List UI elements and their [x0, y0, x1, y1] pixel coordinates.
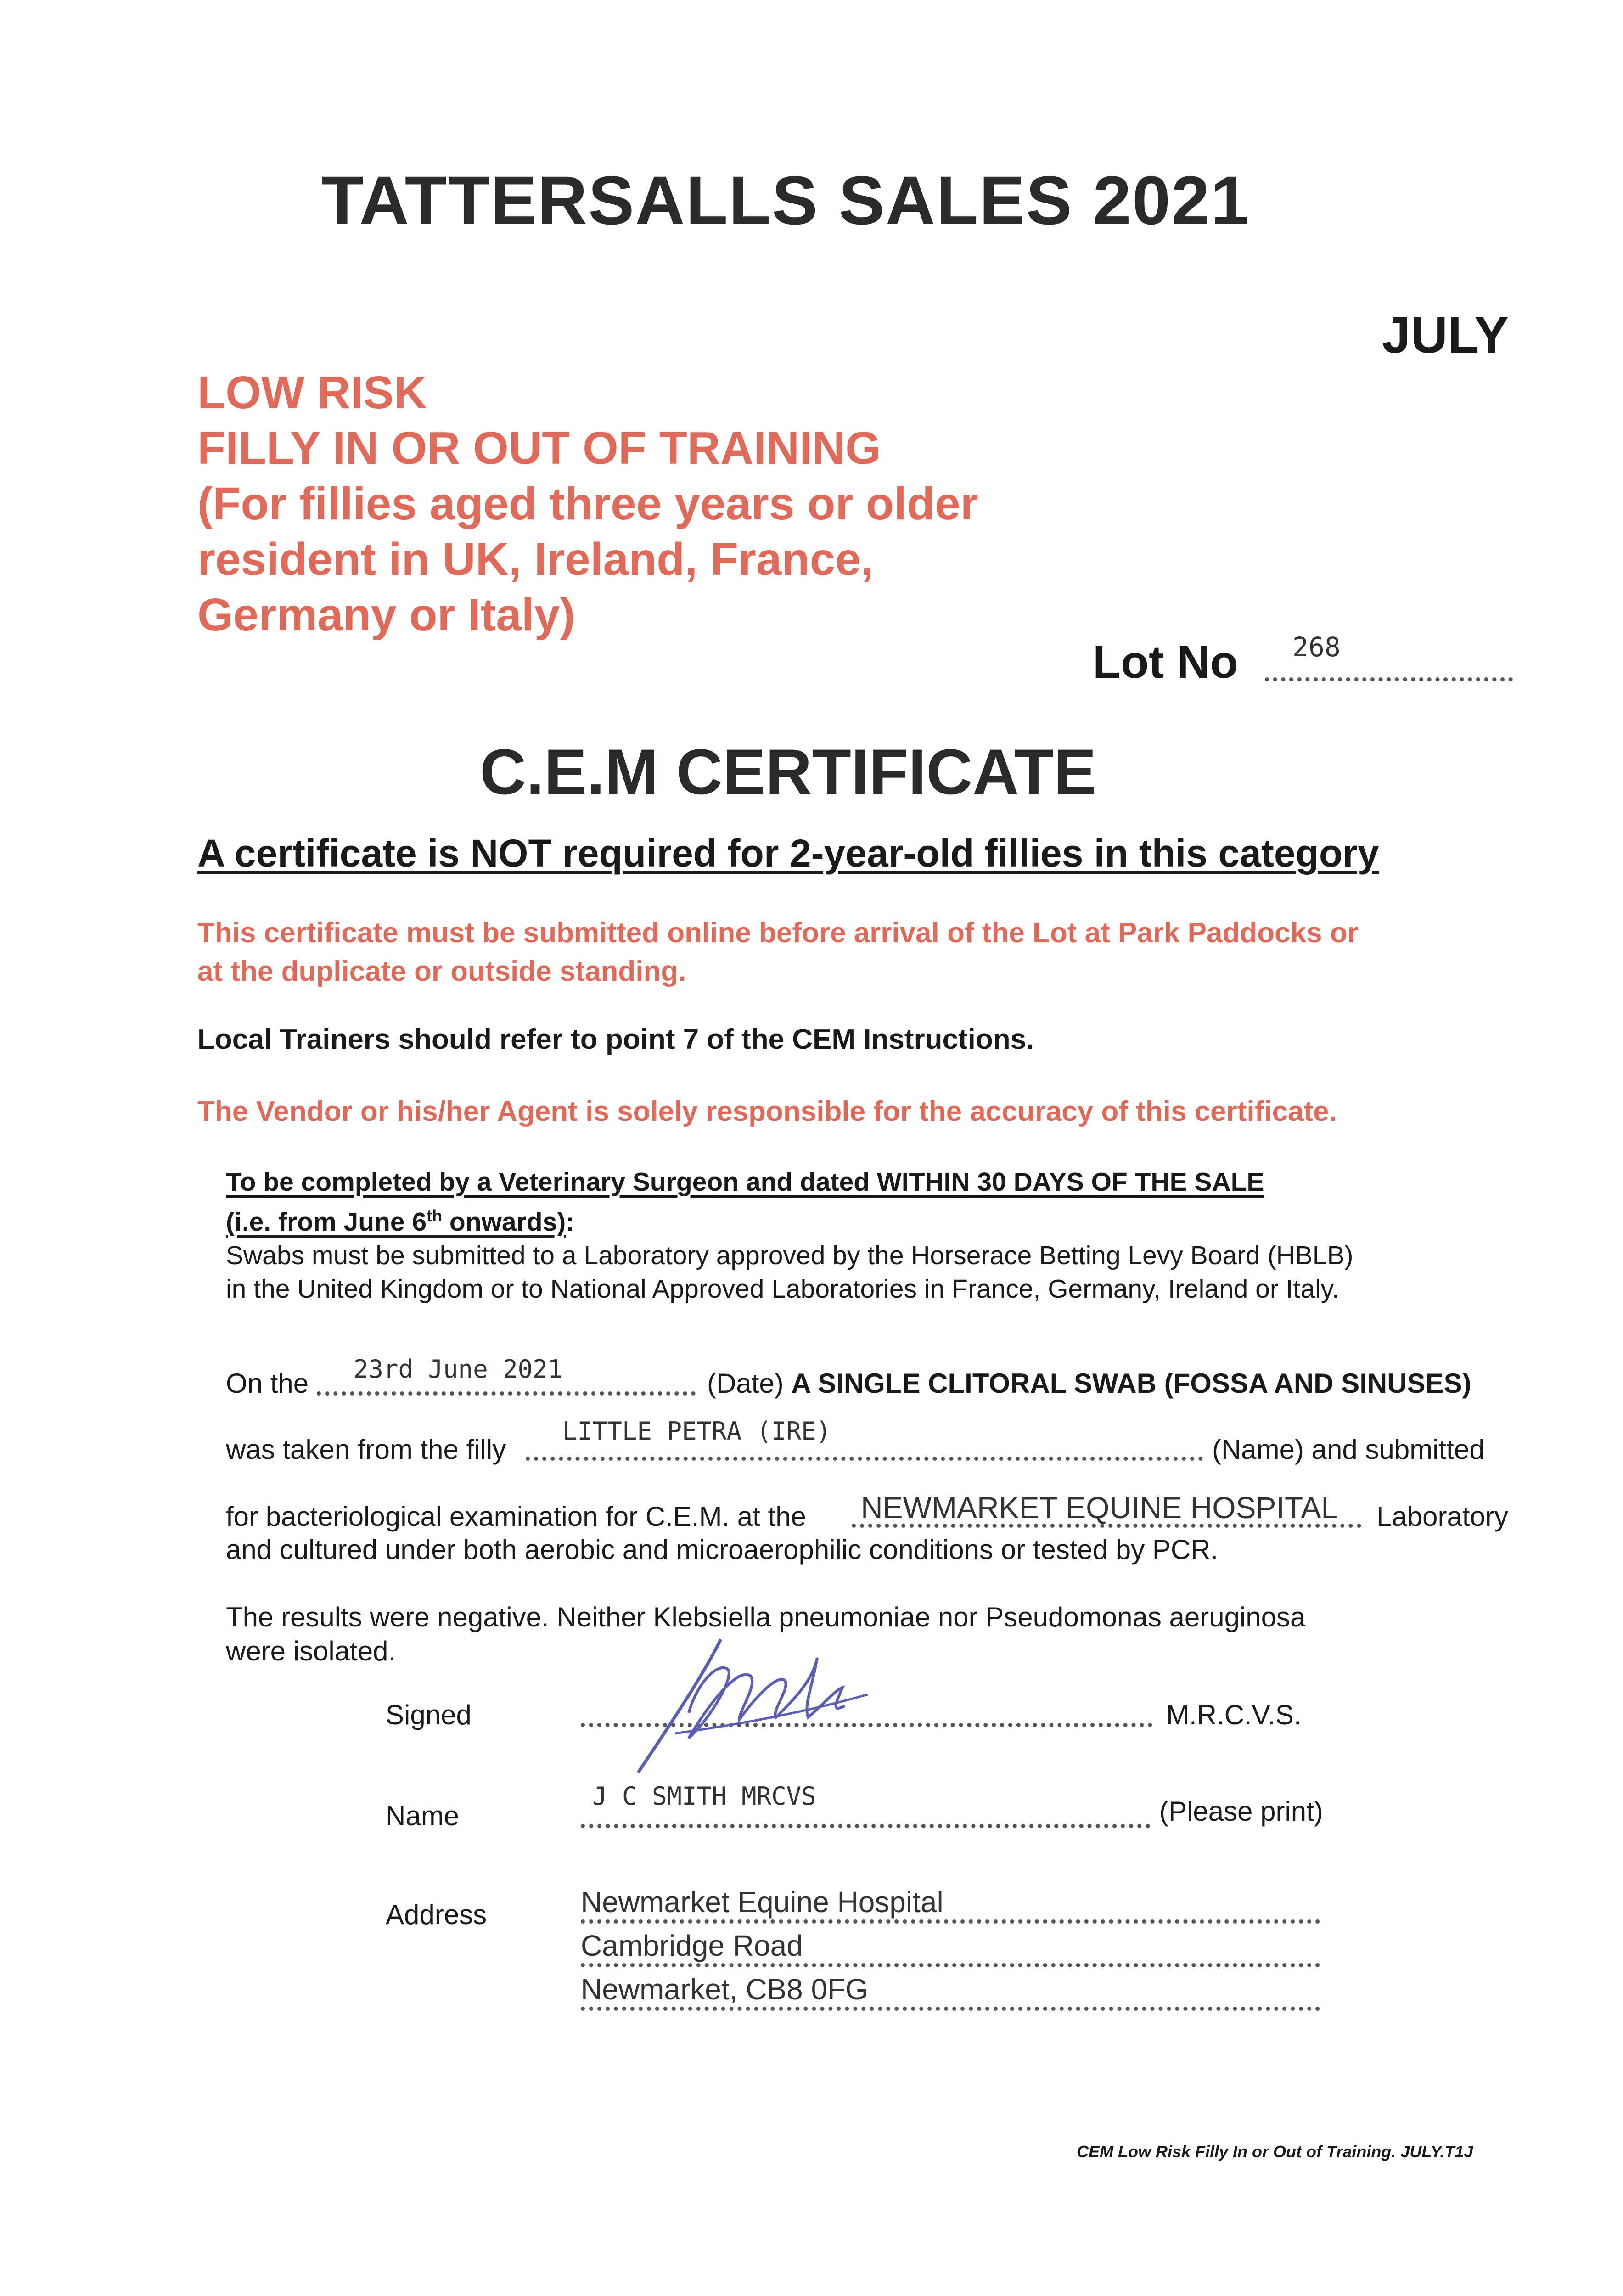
lot-number: 268 [1292, 631, 1341, 663]
submission-line: This certificate must be submitted online before arrival of the Lot at Park Paddocks or [197, 917, 1359, 949]
vet-heading-date: (i.e. from June 6 [226, 1207, 427, 1237]
lot-dots [1265, 677, 1513, 681]
for-exam-label: for bacteriological examination for C.E.M. at the [226, 1501, 806, 1532]
address-dots-2 [581, 1963, 1320, 1967]
category-line: resident in UK, Ireland, France, [197, 534, 874, 585]
address-dots-1 [581, 1919, 1320, 1924]
address-line-3[interactable]: Newmarket, CB8 0FG [581, 1973, 868, 2006]
mrcvs-label: M.R.C.V.S. [1166, 1699, 1302, 1730]
filly-field-dots [526, 1457, 1203, 1461]
vet-heading-2 [226, 1199, 1353, 1239]
name-dots [581, 1824, 1150, 1828]
address-label: Address [386, 1899, 487, 1930]
sale-title: TATTERSALLS SALES 2021 [321, 162, 1250, 239]
vendor-responsibility: The Vendor or his/her Agent is solely responsible for the accuracy of this certificate. [197, 1096, 1337, 1127]
certificate-title: C.E.M CERTIFICATE [480, 736, 1096, 808]
results-line: were isolated. [226, 1636, 396, 1666]
cultured-text: and cultured under both aerobic and microaerophilic conditions or tested by PCR. [226, 1534, 1219, 1565]
laboratory-value[interactable]: NEWMARKET EQUINE HOSPITAL [861, 1491, 1338, 1525]
vet-heading-1 [226, 1165, 1353, 1199]
date-value[interactable]: 23rd June 2021 [354, 1355, 563, 1384]
category-line: FILLY IN OR OUT OF TRAINING [197, 422, 881, 474]
submission-line: at the duplicate or outside standing. [197, 956, 686, 987]
results-line: The results were negative. Neither Klebsiella pneumoniae nor Pseudomonas aeruginosa [226, 1602, 1306, 1632]
category-line: (For fillies aged three years or older [197, 478, 978, 529]
local-trainers-note: Local Trainers should refer to point 7 of the CEM Instructions. [197, 1024, 1034, 1055]
vet-name-value[interactable]: J C SMITH MRCVS [592, 1782, 816, 1811]
vet-heading-text: To be completed by a Veterinary Surgeon and dated [226, 1167, 877, 1197]
vet-heading-sup: th [427, 1206, 443, 1225]
filly-name-value[interactable]: LITTLE PETRA (IRE) [562, 1417, 831, 1446]
sale-month: JULY [1382, 306, 1509, 364]
vet-heading-onwards: onwards) [442, 1207, 566, 1237]
vet-heading-colon: : [566, 1207, 575, 1237]
please-print-label: (Please print) [1159, 1796, 1323, 1827]
address-dots-3 [581, 2007, 1320, 2011]
signature-image [620, 1626, 877, 1777]
taken-from-label: was taken from the filly [226, 1434, 506, 1465]
swab-type: A SINGLE CLITORAL SWAB (FOSSA AND SINUSES) [791, 1368, 1471, 1399]
category-line: LOW RISK [197, 367, 427, 418]
address-line-2[interactable]: Cambridge Road [581, 1929, 803, 1962]
name-label: Name [386, 1801, 460, 1831]
swab-requirement-line: Swabs must be submitted to a Laboratory approved by the Horserace Betting Levy Board (HBLB) [226, 1241, 1353, 1270]
date-label [707, 1367, 1471, 1399]
name-submitted-label: (Name) and submitted [1212, 1434, 1485, 1465]
submission-notice [197, 914, 1359, 991]
not-required-notice: A certificate is NOT required for 2-year-old fillies in this category [197, 832, 1379, 875]
footer-reference: CEM Low Risk Filly In or Out of Training. JULY.T1J [1077, 2142, 1473, 2161]
vet-instructions [226, 1165, 1353, 1306]
vet-heading-deadline: WITHIN 30 DAYS OF THE SALE [876, 1167, 1264, 1197]
lot-label: Lot No [1093, 636, 1238, 688]
swab-requirement-line: in the United Kingdom or to National Approved Laboratories in France, Germany, Ireland or Italy. [226, 1274, 1339, 1304]
address-line-1[interactable]: Newmarket Equine Hospital [581, 1885, 943, 1919]
signed-label: Signed [386, 1699, 472, 1730]
on-the-label: On the [226, 1368, 309, 1399]
laboratory-label: Laboratory [1376, 1501, 1508, 1532]
date-field-dots [317, 1391, 696, 1396]
category-line: Germany or Italy) [197, 589, 575, 641]
date-caption: (Date) [707, 1368, 784, 1399]
category-block [197, 365, 978, 643]
